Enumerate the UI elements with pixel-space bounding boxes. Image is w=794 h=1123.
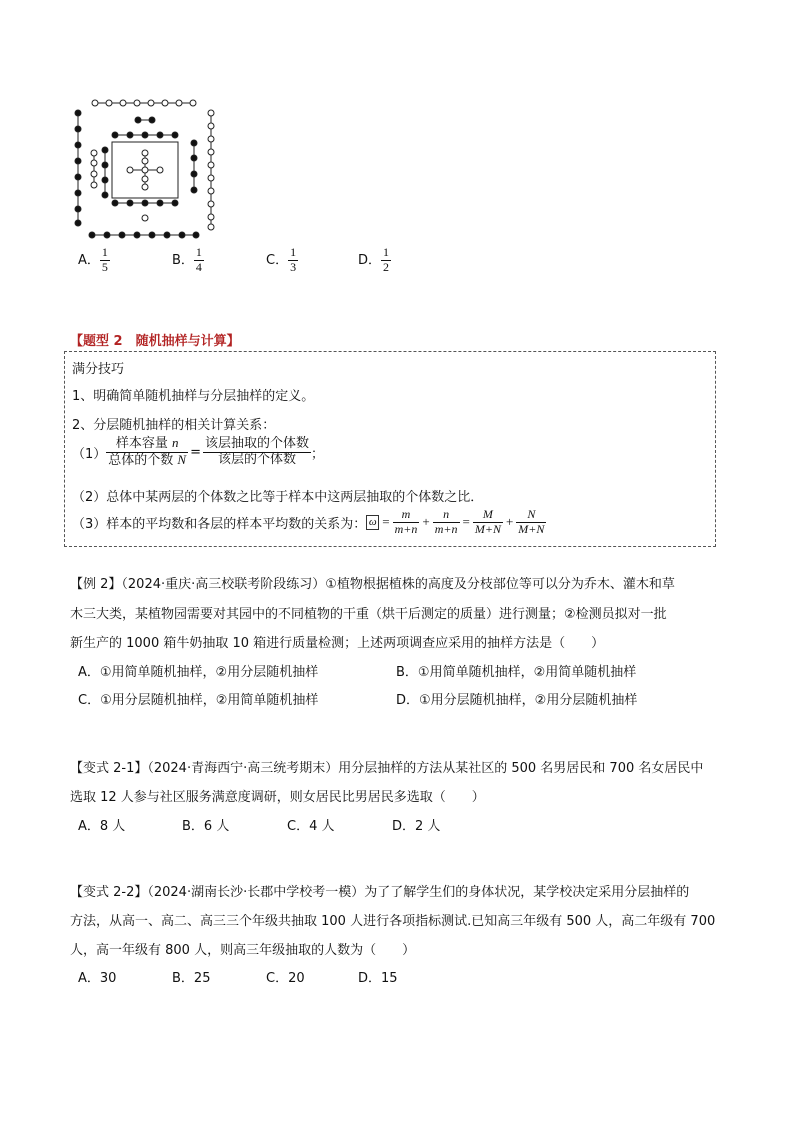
fraction: $\frac{1}{3}$ <box>290 245 297 274</box>
equals: = <box>190 444 201 460</box>
semicolon: ； <box>311 446 325 462</box>
tips-formula-1 <box>72 436 324 469</box>
lone-bead <box>142 215 148 221</box>
tips-line-2: 2、分层随机抽样的相关计算关系： <box>72 418 276 433</box>
formula-prefix: （3）样本的平均数和各层的样本平均数的关系为： <box>72 516 367 532</box>
fraction: $\frac{1}{5}$ <box>101 245 108 274</box>
section-heading: 【题型 2 随机抽样与计算】 <box>70 334 240 349</box>
ex2-line-2: 木三大类，某植物园需要对其园中的不同植物的干重（烘干后测定的质量）进行测量；②检测员拟对一批 <box>70 607 667 622</box>
tips-formula-3 <box>72 508 546 537</box>
ex2-option-b[interactable]: B．①用简单随机抽样，②用简单随机抽样 <box>396 665 637 680</box>
plus: + <box>505 514 514 530</box>
v22-option-b[interactable]: B．25 <box>172 971 211 986</box>
fraction-n: $\frac{n}{m+n}$ <box>434 507 458 536</box>
plus: + <box>422 514 430 530</box>
omega-symbol: ω <box>366 515 379 530</box>
v21-option-d[interactable]: D．2 人 <box>392 819 441 834</box>
top-pair <box>135 117 155 123</box>
v22-line-2: 方法，从高一、高二、高三三个年级共抽取 100 人进行各项指标测试.已知高三年级有 500 人，高二年级有 700 <box>70 914 716 929</box>
tips-title: 满分技巧 <box>72 362 125 377</box>
ex2-option-a[interactable]: A．①用简单随机抽样，②用分层随机抽样 <box>78 665 319 680</box>
left-num-text: 样本容量 <box>115 436 172 451</box>
left-den-text: 总体的个数 <box>108 452 178 468</box>
q1-option-c[interactable] <box>266 246 298 275</box>
v21-option-c[interactable]: C．4 人 <box>287 819 335 834</box>
equals: = <box>382 514 390 530</box>
option-label: B． <box>172 252 194 268</box>
fraction-M: $\frac{M}{M+N}$ <box>474 507 501 536</box>
middle-frame <box>102 132 197 206</box>
v22-line-1: 【变式 2-2】（2024·湖南长沙·长郡中学校考一模）为了了解学生们的身体状况，某学校决定采用分层抽样的 <box>70 885 690 900</box>
ex2-line-1: 【例 2】（2024·重庆·高三校联考阶段练习）①植物根据植株的高度及分枝部位等可以分为乔木、灌木和草 <box>70 577 675 592</box>
right-fraction: $\frac{\text{该层抽取的个体数}}{\text{该层的个体数}}$ <box>205 436 310 467</box>
fraction: $\frac{1}{2}$ <box>383 245 390 274</box>
outer-top-row <box>92 100 196 106</box>
fraction-N: $\frac{N}{M+N}$ <box>518 507 545 536</box>
v21-option-a[interactable]: A．8 人 <box>78 819 126 834</box>
bead-frame-figure <box>70 95 220 245</box>
tips-line-3: （2）总体中某两层的个体数之比等于样本中这两层抽取的个体数之比． <box>72 490 484 505</box>
ex2-option-c[interactable]: C．①用分层随机抽样，②用简单随机抽样 <box>78 693 319 708</box>
ex2-option-d[interactable]: D．①用分层随机抽样，②用分层随机抽样 <box>396 693 638 708</box>
left-inner-open-column <box>91 150 97 188</box>
fraction: $\frac{1}{4}$ <box>195 245 202 274</box>
center-cross <box>127 150 163 190</box>
var-N: N <box>177 451 187 467</box>
equals: = <box>462 514 470 530</box>
var-n: n <box>172 435 179 450</box>
outer-right-column <box>208 110 214 230</box>
v22-option-a[interactable]: A．30 <box>78 971 117 986</box>
v22-line-3: 人，高一年级有 800 人，则高三年级抽取的人数为（ ） <box>70 943 416 958</box>
v22-option-d[interactable]: D．15 <box>358 971 398 986</box>
ex2-line-3: 新生产的 1000 箱牛奶抽取 10 箱进行质量检测；上述两项调查应采用的抽样方法是（ ） <box>70 636 605 651</box>
left-fraction <box>106 436 188 469</box>
v21-line-2: 选取 12 人参与社区服务满意度调研，则女居民比男居民多选取（ ） <box>70 790 485 805</box>
outer-left-column <box>75 110 81 226</box>
option-label: C． <box>266 252 289 268</box>
v21-option-b[interactable]: B．6 人 <box>182 819 230 834</box>
q1-option-a[interactable] <box>78 246 110 275</box>
option-label: D． <box>358 252 382 268</box>
outer-bottom-row <box>89 232 199 238</box>
fraction-m: $\frac{m}{m+n}$ <box>394 507 418 536</box>
q1-option-b[interactable] <box>172 246 204 275</box>
v21-line-1: 【变式 2-1】（2024·青海西宁·高三统考期末）用分层抽样的方法从某社区的 500 名男居民和 700 名女居民中 <box>70 761 704 776</box>
tips-line-1: 1、明确简单随机抽样与分层抽样的定义。 <box>72 389 315 404</box>
formula-prefix: （1） <box>72 446 107 462</box>
option-label: A． <box>78 252 100 268</box>
v22-option-c[interactable]: C．20 <box>266 971 305 986</box>
q1-option-d[interactable] <box>358 246 391 275</box>
